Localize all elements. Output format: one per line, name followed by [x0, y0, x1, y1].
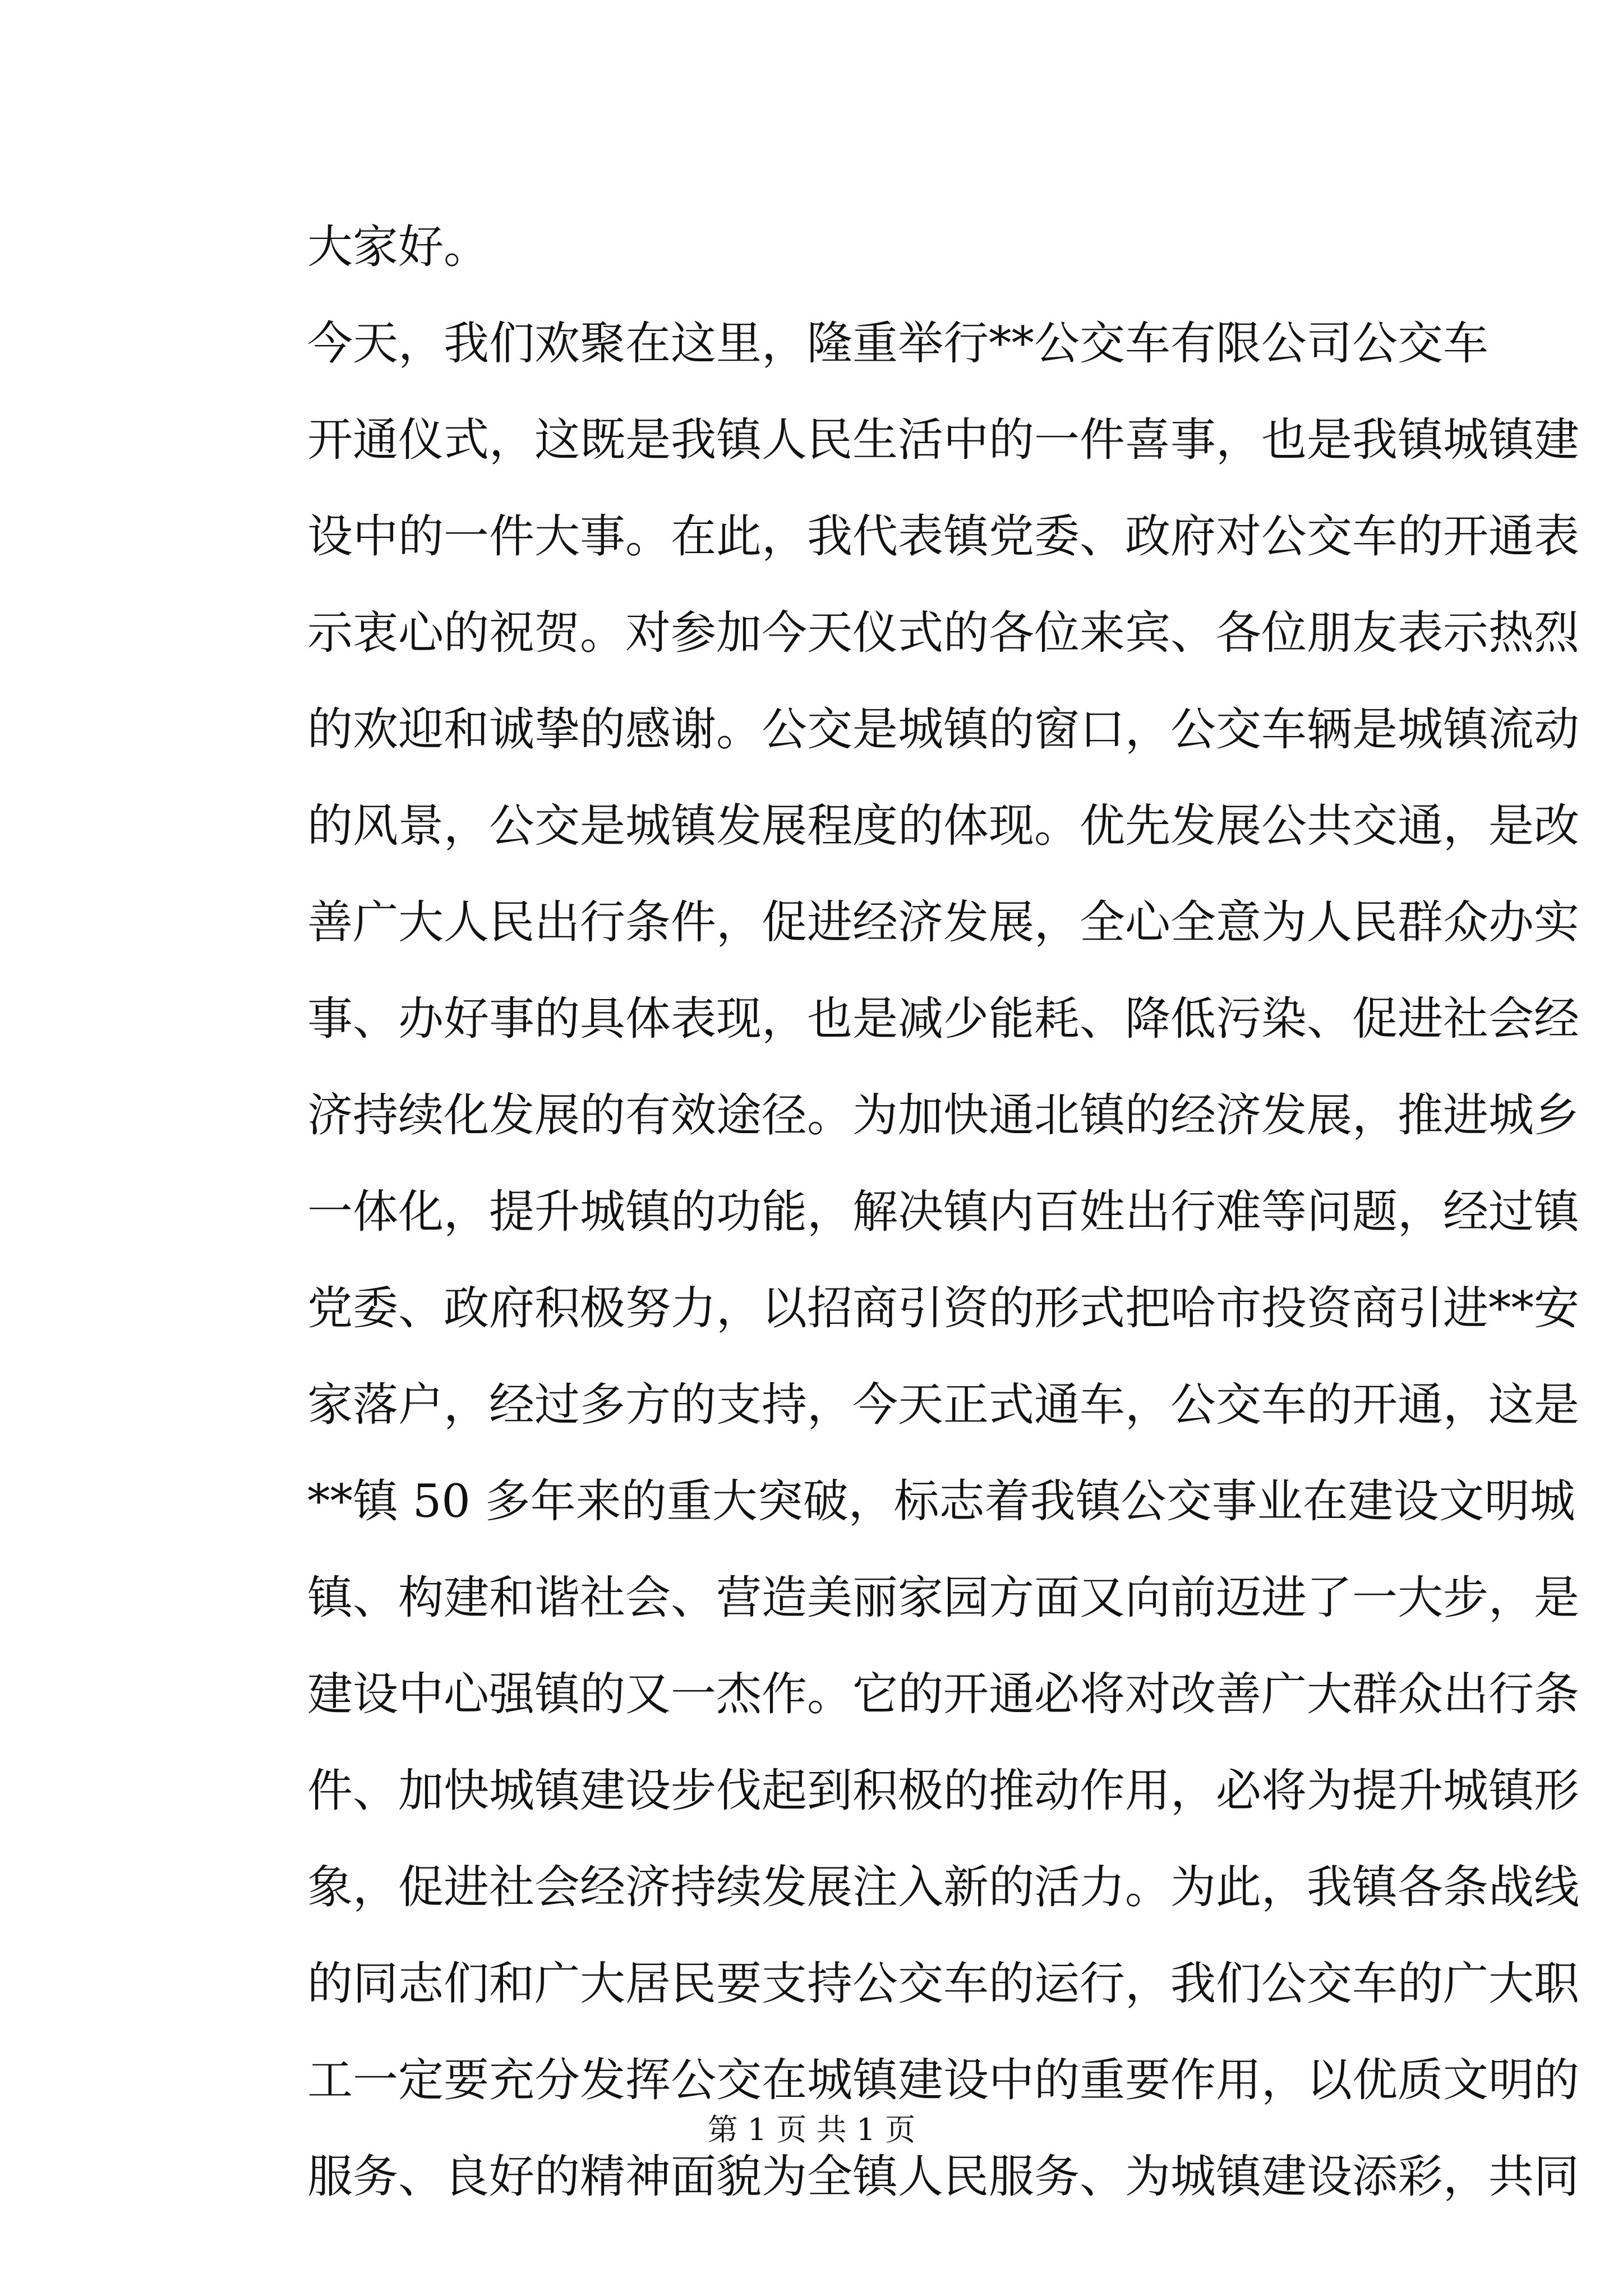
- page-footer: 第 1 页 共 1 页: [707, 2112, 916, 2147]
- body-line-2: 开通仪式，这既是我镇人民生活中的一件喜事，也是我镇城镇建: [307, 414, 1580, 467]
- body-line-19: 工一定要充分发挥公交在城镇建设中的重要作用，以优质文明的: [307, 2054, 1580, 2107]
- body-line-20: 服务、良好的精神面貌为全镇人民服务、为城镇建设添彩，共同: [307, 2151, 1580, 2203]
- body-line-9: 济持续化发展的有效途径。为加快通北镇的经济发展，推进城乡: [307, 1089, 1580, 1142]
- body-line-17: 象，促进社会经济持续发展注入新的活力。为此，我镇各条战线: [307, 1861, 1580, 1914]
- body-line-3: 设中的一件大事。在此，我代表镇党委、政府对公交车的开通表: [307, 510, 1580, 563]
- body-line-15: 建设中心强镇的又一杰作。它的开通必将对改善广大群众出行条: [307, 1668, 1580, 1721]
- body-line-13: **镇 50 多年来的重大突破，标志着我镇公交事业在建设文明城: [307, 1475, 1575, 1528]
- body-line-6: 的风景，公交是城镇发展程度的体现。优先发展公共交通，是改: [307, 800, 1580, 853]
- body-line-8: 事、办好事的具体表现，也是减少能耗、降低污染、促进社会经: [307, 993, 1580, 1046]
- body-line-11: 党委、政府积极努力，以招商引资的形式把哈市投资商引进**安: [307, 1282, 1580, 1335]
- document-body: [307, 199, 1580, 2225]
- body-line-4: 示衷心的祝贺。对参加今天仪式的各位来宾、各位朋友表示热烈: [307, 607, 1580, 660]
- body-line-18: 的同志们和广大居民要支持公交车的运行，我们公交车的广大职: [307, 1958, 1580, 2010]
- body-line-12: 家落户，经过多方的支持，今天正式通车，公交车的开通，这是: [307, 1379, 1580, 1432]
- body-line-7: 善广大人民出行条件，促进经济发展，全心全意为人民群众办实: [307, 896, 1580, 949]
- body-line-10: 一体化，提升城镇的功能，解决镇内百姓出行难等问题，经过镇: [307, 1186, 1580, 1239]
- body-line-14: 镇、构建和谐社会、营造美丽家园方面又向前迈进了一大步，是: [307, 1572, 1580, 1625]
- body-line-5: 的欢迎和诚挚的感谢。公交是城镇的窗口，公交车辆是城镇流动: [307, 703, 1580, 756]
- greeting-line: 大家好。: [307, 221, 490, 274]
- body-line-1: 今天，我们欢聚在这里，隆重举行**公交车有限公司公交车: [307, 318, 1489, 370]
- body-line-16: 件、加快城镇建设步伐起到积极的推动作用，必将为提升城镇形: [307, 1765, 1580, 1818]
